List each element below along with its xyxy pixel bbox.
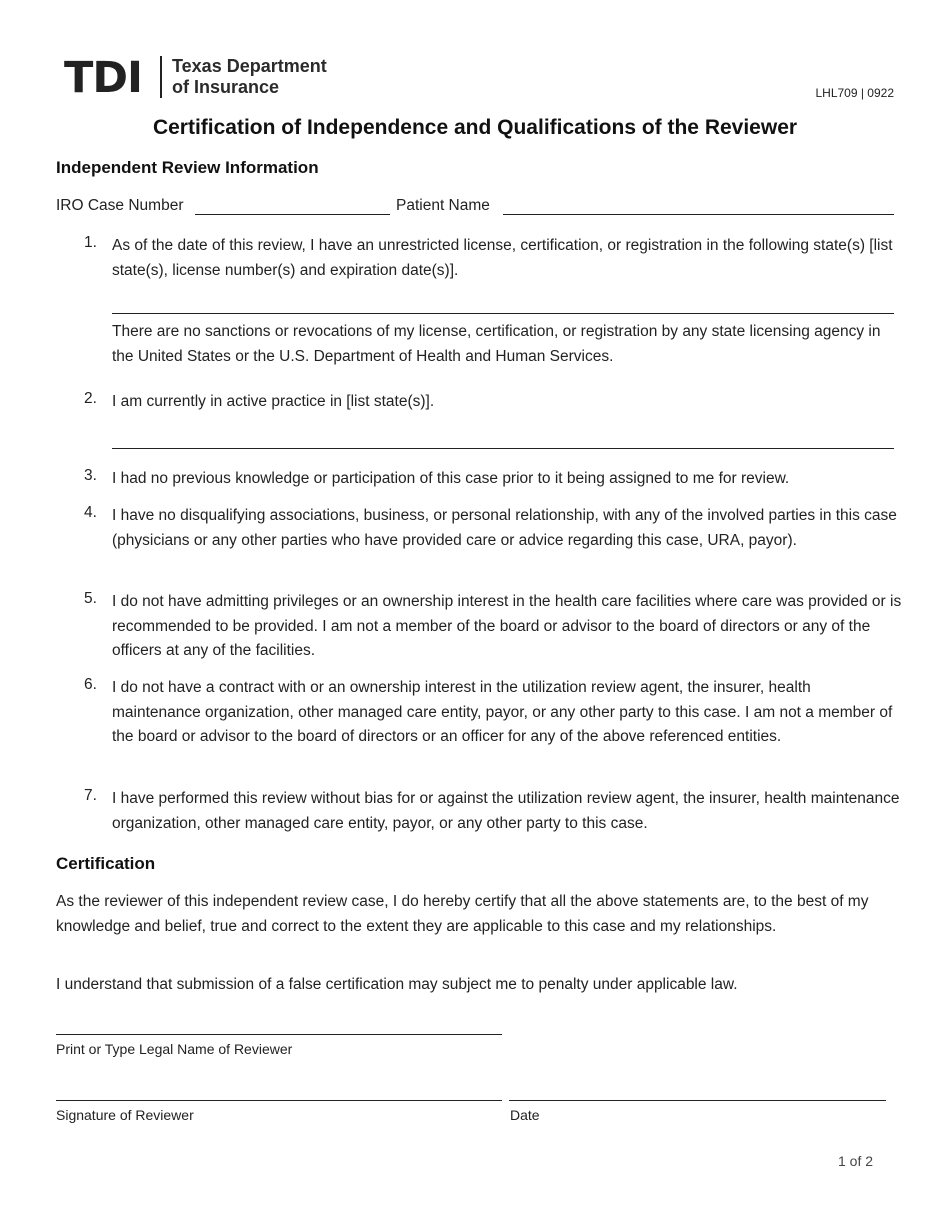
logo-line-1: Texas Department: [172, 56, 327, 76]
patient-name-label: Patient Name: [396, 197, 490, 214]
item-text: I am currently in active practice in [list state(s)].: [112, 393, 435, 410]
state-license-field[interactable]: [112, 313, 894, 314]
item-number: 6.: [84, 676, 97, 693]
item-text: I do not have admitting privileges or an ownership interest in the health care facilities where care was provided or is recommended to be provided. I am not a member of the board or advisor to the board of directors or any of the officers at any of the facilities.: [112, 593, 902, 659]
item-number: 4.: [84, 504, 97, 521]
review-info-heading: Independent Review Information: [56, 158, 319, 177]
item-number: 5.: [84, 590, 97, 607]
item-number: 1.: [84, 234, 97, 251]
patient-name-field[interactable]: [503, 214, 894, 215]
logo-line-2: of Insurance: [172, 77, 280, 97]
item-number: 7.: [84, 787, 97, 804]
signature-label: Signature of Reviewer: [56, 1107, 194, 1123]
certification-paragraph: As the reviewer of this independent review case, I do hereby certify that all the above statements are, to the best of my knowledge and belief, true and correct to the extent they are applicable to this case and my relationships.: [56, 893, 869, 935]
signature-field[interactable]: [56, 1100, 502, 1101]
item-text: I have no disqualifying associations, business, or personal relationship, with any of the involved parties in this case (physicians or any other parties who have provided care or advice regarding this case, URA, payor).: [112, 507, 897, 549]
reviewer-name-label: Print or Type Legal Name of Reviewer: [56, 1041, 293, 1057]
item-number: 2.: [84, 390, 97, 407]
item-text: I have performed this review without bias for or against the utilization review agent, the insurer, health maintenance organization, other managed care entity, payor, or any other party to this case.: [112, 790, 900, 832]
penalty-paragraph: I understand that submission of a false certification may subject me to penalty under applicable law.: [56, 976, 738, 993]
form-id: LHL709 | 0922: [815, 86, 894, 100]
tdi-logo-mark: TDI: [64, 53, 143, 103]
page-number: 1 of 2: [838, 1153, 874, 1169]
item-text: There are no sanctions or revocations of my license, certification, or registration by any state licensing agency in the United States or the U.S. Department of Health and Human Services.: [112, 323, 881, 365]
item-text: I do not have a contract with or an ownership interest in the utilization review agent, the insurer, health maintenance organization, other managed care entity, payor, or any other party to this case. I am not a member of the board or advisor to the board of directors or an officer for any of the above referenced entities.: [112, 679, 893, 745]
date-field[interactable]: [509, 1100, 886, 1101]
reviewer-name-field[interactable]: [56, 1034, 502, 1035]
case-number-field[interactable]: [195, 214, 390, 215]
page-title: Certification of Independence and Qualifications of the Reviewer: [152, 116, 798, 139]
active-practice-state-field[interactable]: [112, 448, 894, 449]
date-label: Date: [510, 1107, 540, 1123]
certification-heading: Certification: [56, 854, 156, 873]
item-text: As of the date of this review, I have an unrestricted license, certification, or registration in the following state(s) [list state(s), license number(s) and expiration date(s)].: [112, 237, 893, 279]
tdi-logo-text: [172, 56, 327, 98]
logo-divider: [160, 56, 162, 98]
case-number-label: IRO Case Number: [56, 197, 184, 214]
item-text: I had no previous knowledge or participation of this case prior to it being assigned to me for review.: [112, 470, 790, 487]
item-number: 3.: [84, 467, 97, 484]
